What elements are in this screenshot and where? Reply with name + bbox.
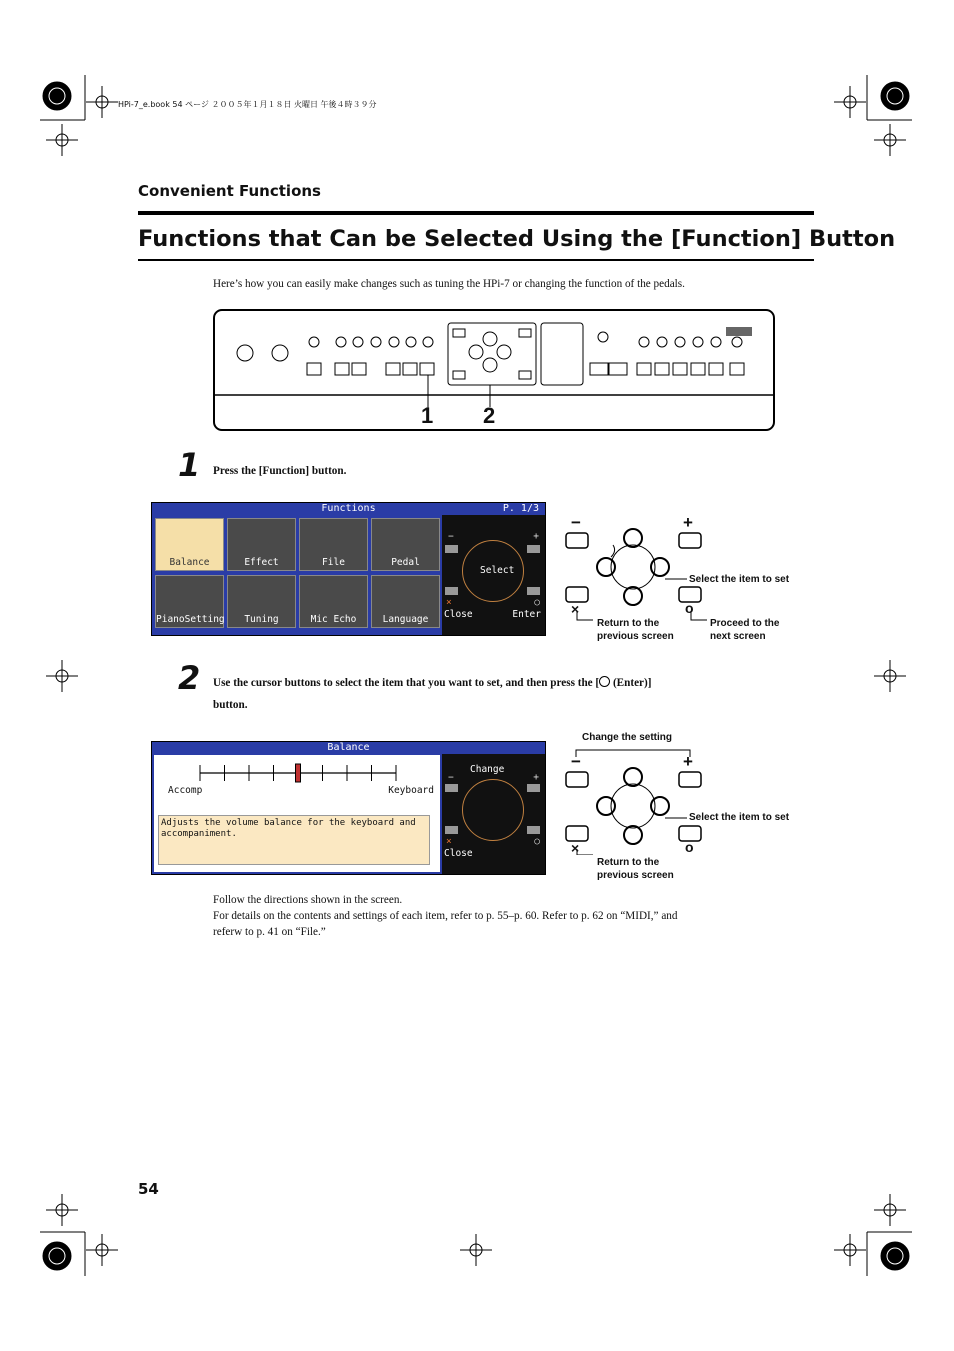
diagram1-x: × — [571, 601, 580, 617]
tile-effect[interactable]: Effect — [227, 518, 296, 571]
balance-left-label: Accomp — [168, 785, 203, 796]
balance-right-label: Keyboard — [388, 785, 434, 796]
plus-label: + — [533, 772, 539, 783]
diagram1-minus: − — [571, 513, 581, 532]
enter-circle-icon — [599, 676, 610, 687]
diagram2-minus: − — [571, 752, 581, 771]
o-label: ○ — [534, 597, 540, 608]
diagram1-proceed-label: Proceed to the next screen — [710, 618, 780, 642]
section-label: Convenient Functions — [138, 182, 321, 200]
tile-mic-echo[interactable]: Mic Echo — [299, 575, 368, 628]
balance-screen-title: Balance — [327, 742, 370, 753]
balance-content — [152, 754, 442, 874]
cursor-ring — [462, 779, 524, 841]
close-button-icon — [445, 826, 458, 834]
balance-slider[interactable] — [198, 761, 398, 785]
diagram2-select-label: Select the item to set — [689, 812, 790, 823]
minus-label: − — [448, 772, 454, 783]
close-label: Close — [444, 848, 473, 859]
callout-1: 1 — [421, 403, 434, 428]
tile-language[interactable]: Language — [371, 575, 440, 628]
functions-screen-title: Functions — [321, 503, 376, 514]
enter-button-icon — [527, 587, 540, 595]
plus-button-icon — [527, 545, 540, 553]
intro-text: Here’s how you can easily make changes such as tuning the HPi-7 or changing the function of the pedals. — [213, 278, 685, 290]
book-reference: HPi-7_e.book 54 ページ ２００５年１月１８日 火曜日 午後４時３９分 — [118, 100, 377, 109]
close-label: Close — [444, 609, 473, 620]
close-button-icon — [445, 587, 458, 595]
function-tile-grid — [152, 515, 442, 635]
change-label: Change — [470, 764, 505, 775]
callout-2: 2 — [483, 403, 496, 428]
diagram2-plus: + — [683, 752, 693, 771]
page-number: 54 — [138, 1180, 159, 1198]
x-label: × — [446, 597, 452, 608]
plus-label: + — [533, 531, 539, 542]
tile-piano-setting[interactable]: PianoSetting — [155, 575, 224, 628]
minus-label: − — [448, 531, 454, 542]
balance-screen-title-bar — [152, 742, 545, 754]
followup-text: Follow the directions shown in the screen. For details on the contents and settings of each item, refer to p. 55–p. 60. Refer to p. 62 on “MIDI,” and referw to p. 41 on “File.” — [213, 894, 678, 938]
tile-pedal[interactable]: Pedal — [371, 518, 440, 571]
tile-balance[interactable]: Balance — [155, 518, 224, 571]
minus-button-icon — [445, 545, 458, 553]
minus-button-icon — [445, 784, 458, 792]
title-rule-bottom — [138, 259, 814, 261]
o-label: ○ — [534, 836, 540, 847]
balance-control-panel — [442, 754, 545, 874]
functions-screen-title-bar — [152, 503, 545, 515]
step-2-number: 2 — [178, 659, 201, 697]
diagram2-o: o — [685, 839, 694, 855]
tile-file[interactable]: File — [299, 518, 368, 571]
plus-button-icon — [527, 784, 540, 792]
balance-description: Adjusts the volume balance for the keyboard and accompaniment. — [158, 815, 430, 865]
x-label: × — [446, 836, 452, 847]
step-1-text: Press the [Function] button. — [213, 465, 347, 477]
functions-screen-page: P. 1/3 — [502, 503, 539, 514]
diagram2-return-label: Return to the previous screen — [597, 857, 674, 881]
title-rule-top — [138, 211, 814, 215]
diagram2-x: × — [571, 840, 580, 856]
step-2-text: Use the cursor buttons to select the item that you want to set, and then press the [ (Enter)] button. — [213, 677, 652, 711]
enter-button-icon — [527, 826, 540, 834]
functions-control-panel — [442, 515, 545, 635]
diagram1-o: o — [685, 600, 694, 616]
page-title: Functions that Can be Selected Using the [Function] Button — [138, 226, 896, 252]
diagram2-change-label: Change the setting — [582, 732, 673, 743]
functions-screen — [151, 502, 546, 636]
select-label: Select — [480, 565, 515, 576]
balance-screen — [151, 741, 546, 875]
enter-label: Enter — [512, 609, 541, 620]
balance-slider-thumb[interactable] — [296, 764, 301, 782]
diagram1-select-label: Select the item to set — [689, 574, 790, 585]
diagram1-plus: + — [683, 513, 693, 532]
diagram1-return-label: Return to the previous screen — [597, 618, 674, 642]
step-1-number: 1 — [178, 446, 201, 484]
tile-tuning[interactable]: Tuning — [227, 575, 296, 628]
